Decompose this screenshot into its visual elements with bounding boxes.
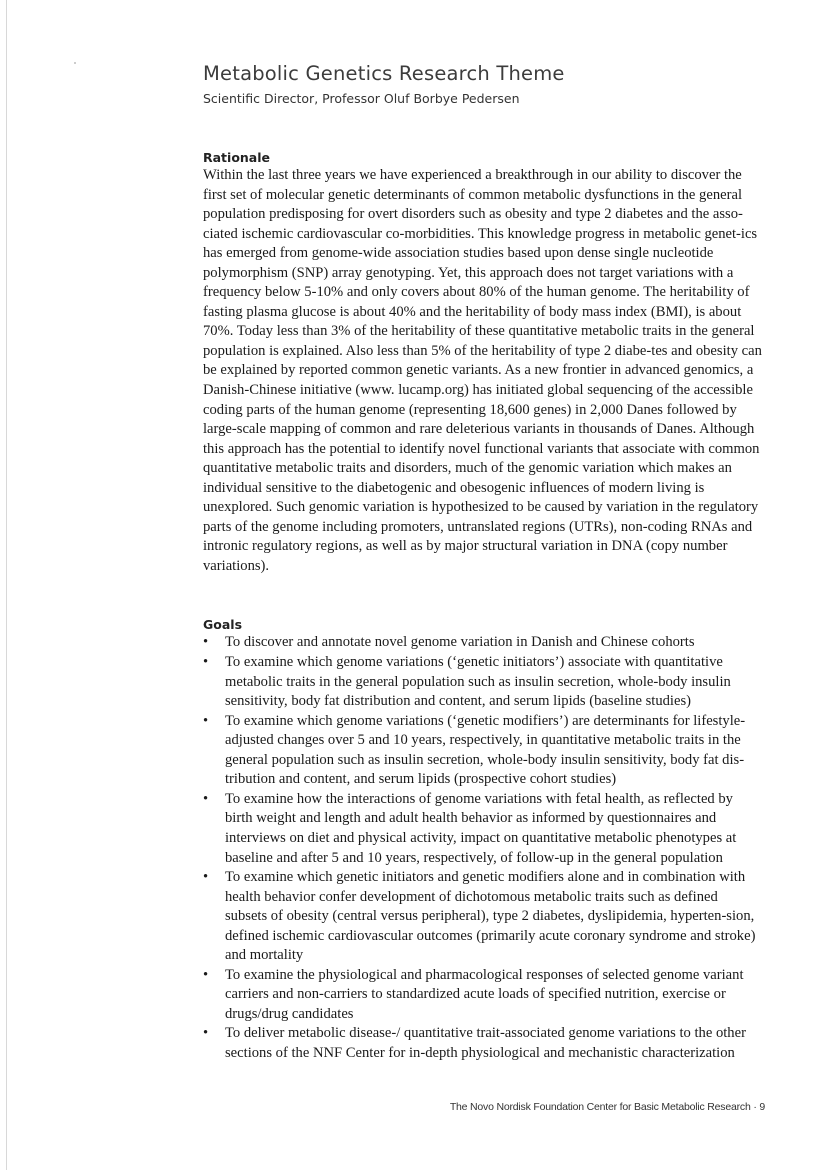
page-title: Metabolic Genetics Research Theme xyxy=(203,62,565,85)
bullet-icon: • xyxy=(203,634,209,651)
goal-item xyxy=(203,712,763,790)
goal-item xyxy=(203,653,763,712)
goals-heading: Goals xyxy=(203,617,243,633)
page-subtitle: Scientific Director, Professor Oluf Borbye Pedersen xyxy=(203,91,520,106)
goal-item xyxy=(203,1024,763,1063)
bullet-icon: • xyxy=(203,1025,209,1042)
bullet-icon: • xyxy=(203,654,209,671)
goal-text: To examine the physiological and pharmacological responses of selected genome variant carriers and non-carriers to standardized acute loads of specified nutrition, exercise or drugs/drug candidates xyxy=(225,966,744,1022)
rationale-section xyxy=(203,149,763,576)
goals-list xyxy=(203,633,763,1063)
goal-item xyxy=(203,633,763,653)
bullet-icon: • xyxy=(203,712,209,729)
rationale-paragraph: Within the last three years we have experienced a breakthrough in our ability to discover the first set of molecular genetic determinants of common metabolic dysfunctions in the general population predisposing for overt disorders such as obesity and type 2 diabetes and the asso-ciated ischemic cardiovascular co-morbidities. This knowledge progress in metabolic genet-ics has emerged from genome-wide association studies based upon dense single nucleotide polymorphism (SNP) array genotyping. Yet, this approach does not target variations with a frequency below 5-10% and only covers about 80% of the human genome. The heritability of fasting plasma glucose is about 40% and the heritability of body mass index (BMI), is about 70%. Today less than 3% of the heritability of these quantitative metabolic traits in the general population is explained. Also less than 5% of the heritability of type 2 diabe-tes and obesity can be explained by reported common genetic variants. As a new frontier in advanced genomics, a Danish-Chinese initiative (www. lucamp.org) has initiated global sequencing of the accessible coding parts of the human genome (representing 18,600 genes) in 2,000 Danes followed by large-scale mapping of common and rare deleterious variants in thousands of Danes. Although this approach has the potential to identify novel functional variants that associate with common quantitative metabolic traits and disorders, much of the genomic variation which makes an individual sensitive to the diabetogenic and obesogenic influences of modern living is unexplored. Such genomic variation is hypothesized to be caused by variation in the regulatory parts of the genome including promoters, untranslated regions (UTRs), non-coding RNAs and intronic regulatory regions, as well as by major structural variation in DNA (copy number variations). xyxy=(203,167,762,574)
goals-section xyxy=(203,616,763,1063)
goal-text: To deliver metabolic disease-/ quantitative trait-associated genome variations to the other sections of the NNF Center for in-depth physiological and mechanistic characterization xyxy=(225,1025,746,1061)
bullet-icon: • xyxy=(203,869,209,886)
page-margin-rule xyxy=(6,0,7,1170)
rationale-heading: Rationale xyxy=(203,150,271,165)
goal-text: To examine how the interactions of genome variations with fetal health, as reflected by birth weight and length and adult health behavior as informed by questionnaires and interviews on diet and physical activity, impact on quantitative metabolic phenotypes at baseline and after 5 and 10 years, respectively, of follow-up in the general population xyxy=(225,790,737,866)
bullet-icon: • xyxy=(203,966,209,983)
bullet-icon: • xyxy=(203,790,209,807)
goal-text: To discover and annotate novel genome variation in Danish and Chinese cohorts xyxy=(225,634,695,651)
goal-item xyxy=(203,790,763,868)
page-footer: The Novo Nordisk Foundation Center for Basic Metabolic Research · 9 xyxy=(449,1101,765,1113)
goal-item xyxy=(203,966,763,1025)
goal-text: To examine which genome variations (‘genetic modifiers’) are determinants for lifestyle-adjusted changes over 5 and 10 years, respectively, in quantitative metabolic traits in the general population such as insulin secretion, whole-body insulin sensitivity, body fat dis-tribution and content, and serum lipids (prospective cohort studies) xyxy=(225,712,746,788)
scan-speck xyxy=(74,62,76,64)
page-content xyxy=(203,60,763,1064)
goal-text: To examine which genome variations (‘genetic initiators’) associate with quantitative metabolic traits in the general population such as insulin secretion, whole-body insulin sensitivity, body fat distribution and content, and serum lipids (baseline studies) xyxy=(225,654,731,710)
goal-text: To examine which genetic initiators and genetic modifiers alone and in combination with health behavior confer development of dichotomous metabolic traits such as defined subsets of obesity (central versus peripheral), type 2 diabetes, dyslipidemia, hyperten-sion, defined ischemic cardiovascular outcomes (primarily acute coronary syndrome and stroke) and mortality xyxy=(225,869,756,964)
goal-item xyxy=(203,868,763,966)
